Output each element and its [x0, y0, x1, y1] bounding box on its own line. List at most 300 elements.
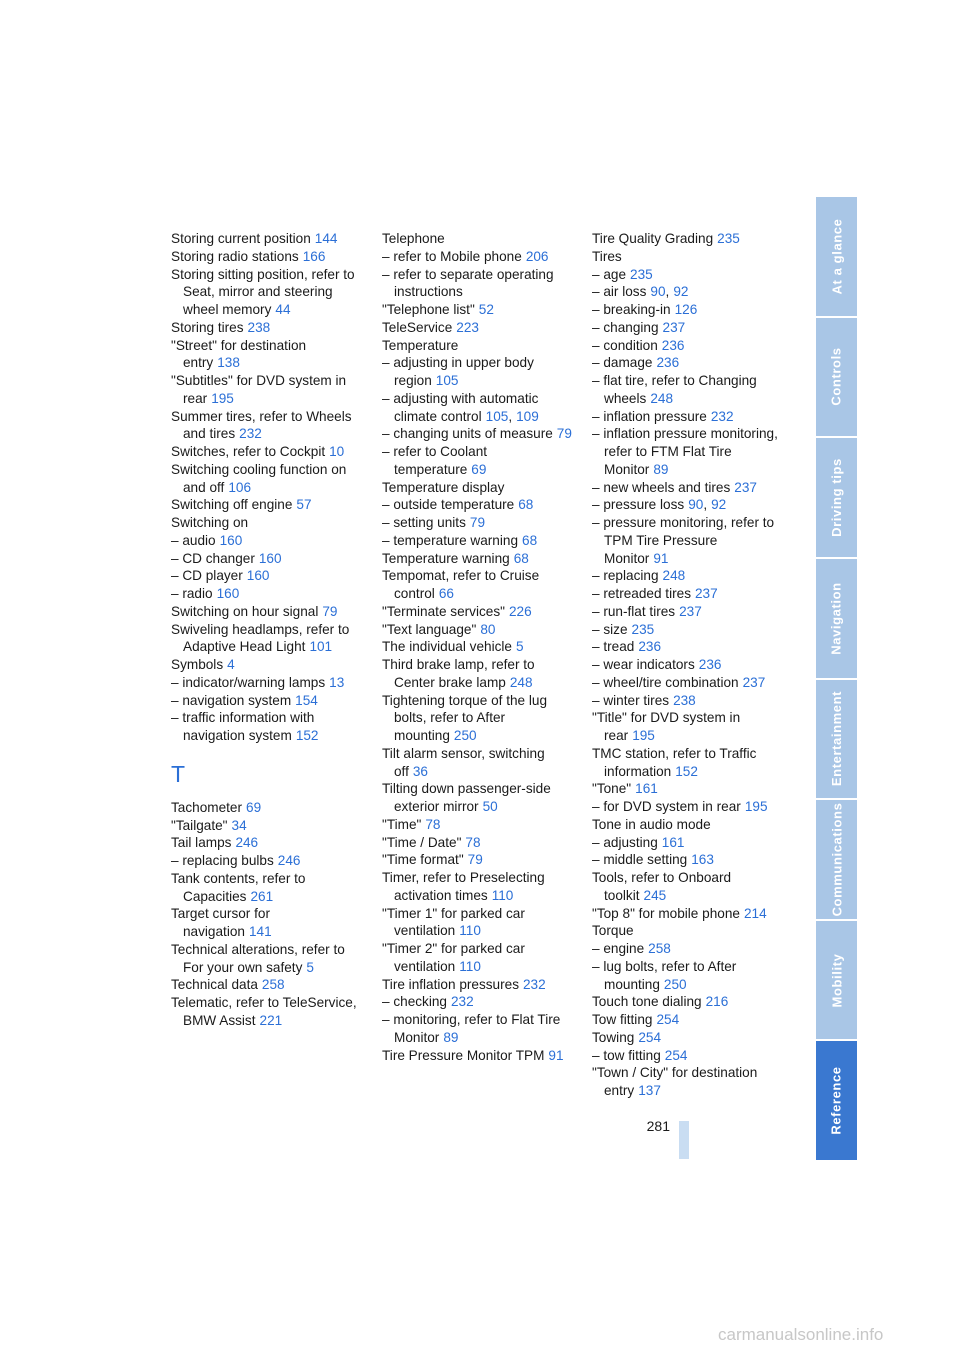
index-entry-text: Towing	[592, 1029, 635, 1045]
index-entry-text: Torque	[592, 923, 634, 939]
index-entry-text: – radio	[171, 586, 213, 601]
index-entry-text: Switches, refer to Cockpit	[171, 444, 326, 459]
index-entry-text: – age	[592, 266, 627, 282]
index-entry-text: – monitoring, refer to Flat Tire Monitor	[382, 1012, 561, 1045]
index-entry-text: – CD changer	[171, 550, 255, 566]
page-link[interactable]: 110	[491, 887, 514, 903]
index-entry	[382, 993, 572, 1011]
page-link[interactable]: 79	[556, 426, 572, 442]
page-link[interactable]: 13	[329, 674, 345, 690]
index-entry	[171, 461, 361, 497]
index-column-2	[382, 230, 572, 1064]
index-entry	[382, 905, 572, 941]
page-link[interactable]: 195	[632, 728, 655, 743]
page-link[interactable]: 163	[691, 852, 714, 868]
index-entry-text: Summer tires, refer to Wheels and tires	[171, 408, 352, 442]
index-entry-text: Switching on	[171, 515, 249, 530]
index-entry	[382, 443, 572, 479]
index-entry-text: Temperature warning	[382, 550, 510, 566]
index-entry	[171, 230, 361, 248]
page-link[interactable]: 160	[216, 586, 240, 601]
page-link[interactable]: 90	[650, 284, 666, 300]
index-entry	[171, 976, 361, 994]
page-link[interactable]: 89	[443, 1029, 459, 1045]
index-entry-text: Tilt alarm sensor, switching off	[382, 745, 545, 779]
index-entry	[171, 567, 361, 585]
index-entry	[382, 780, 572, 816]
index-entry-text: Tank contents, refer to Capacities	[171, 870, 306, 904]
page-link[interactable]: 161	[661, 834, 685, 850]
index-entry	[592, 496, 782, 514]
index-entry	[592, 869, 782, 905]
index-entry	[171, 496, 361, 514]
page-number-bar	[679, 1121, 689, 1159]
index-entry-text: Storing sitting position, refer to Seat, mirror and steering wheel memory	[171, 266, 355, 317]
index-entry	[592, 638, 782, 656]
index-entry-text: Technical alterations, refer to For your own safety	[171, 941, 345, 975]
index-entry	[382, 1011, 572, 1047]
page-link[interactable]: 141	[248, 924, 272, 939]
page-link[interactable]: 236	[638, 639, 662, 655]
index-entry-text: – air loss	[592, 284, 647, 300]
index-entry	[592, 656, 782, 674]
index-entry-text: – changing units of measure	[382, 426, 553, 442]
page-link[interactable]: 246	[277, 853, 301, 868]
index-letter-heading: T	[171, 760, 186, 787]
page-link[interactable]: 232	[239, 426, 262, 442]
page-link[interactable]: 238	[673, 692, 696, 708]
page-link[interactable]: 160	[246, 568, 270, 584]
index-entry-text: "Time"	[382, 816, 422, 832]
section-tab-label: Controls	[829, 347, 844, 407]
footer-watermark: carmanualsonline.info	[718, 1325, 884, 1344]
page-link[interactable]: 91	[548, 1047, 564, 1063]
index-entry	[592, 709, 782, 745]
index-entry-text: "Title" for DVD system in rear	[592, 710, 741, 743]
page-link[interactable]: 78	[425, 816, 441, 832]
index-entry-text: – setting units	[382, 515, 466, 530]
index-entry-text: – adjusting	[592, 834, 658, 850]
index-entry	[382, 816, 572, 834]
page-link[interactable]: 195	[744, 799, 768, 814]
index-entry	[382, 621, 572, 639]
page-link[interactable]: 236	[661, 337, 685, 353]
index-entry	[382, 656, 572, 692]
index-entry	[171, 603, 361, 621]
index-entry	[382, 976, 572, 994]
index-entry	[382, 266, 572, 302]
index-entry-text: Switching off engine	[171, 497, 293, 513]
index-entry	[592, 603, 782, 621]
index-entry-text: "Terminate services"	[382, 603, 505, 619]
page-link[interactable]: 248	[650, 390, 674, 406]
page-link[interactable]: 195	[211, 390, 234, 406]
index-entry-text: Swiveling headlamps, refer to Adaptive Head Light	[171, 621, 350, 655]
index-entry-text: Temperature display	[382, 479, 505, 495]
index-entry	[592, 958, 782, 994]
index-entry-text: – refer to Coolant temperature	[382, 444, 488, 477]
index-entry	[592, 922, 782, 940]
index-entry	[592, 851, 782, 869]
page-link[interactable]: 237	[662, 319, 686, 335]
section-tab[interactable]	[816, 318, 857, 437]
index-entry-text: – breaking-in	[592, 302, 671, 317]
index-entry-text: "Text language"	[382, 621, 477, 637]
index-entry-text: Symbols	[171, 657, 224, 672]
page-link[interactable]: 110	[459, 923, 481, 939]
section-tab[interactable]	[816, 921, 857, 1040]
page-link[interactable]: 254	[656, 1012, 680, 1027]
index-entry-text: Telematic, refer to TeleService, BMW Assist	[171, 995, 357, 1028]
page-link[interactable]: 236	[656, 355, 680, 371]
index-entry-text: – adjusting with automatic climate control	[382, 390, 539, 424]
section-tab-label: Communications	[829, 802, 845, 917]
index-entry-text: Tires	[592, 248, 622, 264]
page-separator: ,	[508, 408, 513, 424]
index-entry	[592, 780, 782, 798]
page-link[interactable]: 69	[246, 799, 262, 815]
index-entry-text: Switching on hour signal	[171, 603, 319, 619]
page-link[interactable]: 254	[664, 1047, 688, 1063]
index-entry-text: TeleService	[382, 319, 453, 335]
page-link[interactable]: 152	[295, 728, 319, 743]
section-tab-label: At a glance	[829, 218, 844, 295]
index-entry-text: – checking	[382, 994, 447, 1010]
index-entry-text: – traffic information with navigation system	[171, 710, 315, 743]
page-link[interactable]: 138	[217, 355, 240, 371]
index-entry	[171, 514, 361, 532]
page-link[interactable]: 79	[469, 515, 486, 530]
index-entry-text: – middle setting	[592, 852, 688, 868]
page-link[interactable]: 237	[742, 674, 766, 690]
page-separator: ,	[703, 497, 708, 513]
section-tab[interactable]	[816, 438, 857, 557]
page-link[interactable]: 89	[653, 461, 669, 477]
index-entry	[592, 567, 782, 585]
page-link[interactable]: 238	[247, 319, 271, 335]
page-link[interactable]: 261	[250, 888, 274, 904]
index-entry-text: "Town / City" for destination entry	[592, 1065, 758, 1098]
index-entry-text: – size	[592, 621, 628, 637]
index-entry	[171, 337, 361, 373]
index-entry	[171, 941, 361, 977]
index-entry-text: Tire inflation pressures	[382, 976, 519, 992]
index-entry-text: – retreaded tires	[592, 586, 691, 601]
section-tab[interactable]	[816, 559, 857, 678]
page-link[interactable]: 235	[717, 231, 740, 246]
page-link[interactable]: 250	[663, 976, 687, 992]
page-link[interactable]: 152	[675, 763, 698, 779]
index-entry	[382, 567, 572, 603]
page-link[interactable]: 221	[259, 1012, 283, 1028]
index-entry-text: The individual vehicle	[382, 639, 512, 655]
index-entry-text: – refer to Mobile phone	[382, 248, 522, 264]
page-link[interactable]: 110	[459, 958, 481, 974]
index-entry	[171, 443, 361, 461]
page-link[interactable]: 232	[523, 976, 546, 992]
index-entry-text: – flat tire, refer to Changing wheels	[592, 373, 757, 406]
index-entry	[382, 248, 572, 266]
page-link[interactable]: 223	[456, 319, 479, 335]
page-link[interactable]: 248	[509, 674, 533, 690]
index-entry-text: Tools, refer to Onboard toolkit	[592, 870, 732, 903]
index-entry	[171, 532, 361, 550]
index-entry-text: Temperature	[382, 337, 459, 353]
index-entry-text: – new wheels and tires	[592, 479, 731, 495]
index-entry-text: – indicator/warning lamps	[171, 674, 326, 690]
page-link[interactable]: 166	[302, 248, 326, 264]
page-link[interactable]: 79	[322, 603, 338, 619]
page-link[interactable]: 236	[698, 657, 722, 672]
page-link[interactable]: 160	[219, 532, 243, 548]
index-entry	[592, 301, 782, 319]
index-entry	[171, 550, 361, 568]
index-entry-text: "Time format"	[382, 852, 464, 868]
section-tab[interactable]	[816, 680, 857, 799]
section-tab-label: Reference	[829, 1066, 844, 1135]
page-link[interactable]: 5	[515, 639, 524, 655]
page-link[interactable]: 69	[471, 461, 487, 477]
index-entry	[171, 585, 361, 603]
index-entry	[382, 337, 572, 355]
index-entry	[171, 319, 361, 337]
page-link[interactable]: 206	[525, 248, 549, 264]
index-entry-text: Tire Quality Grading	[592, 231, 714, 246]
index-entry	[382, 869, 572, 905]
index-entry-text: – wear indicators	[592, 657, 695, 672]
page-link[interactable]: 80	[480, 621, 496, 637]
index-entry-text: – audio	[171, 532, 216, 548]
index-entry	[382, 425, 572, 443]
section-tab-label: Navigation	[829, 581, 844, 655]
index-entry	[171, 709, 361, 745]
page-link[interactable]: 232	[710, 408, 734, 424]
index-entry	[592, 585, 782, 603]
index-entry	[171, 408, 361, 444]
index-entry	[171, 692, 361, 710]
section-tab[interactable]	[816, 197, 857, 316]
page-link[interactable]: 5	[306, 959, 314, 975]
page-link[interactable]: 90	[688, 497, 704, 513]
index-entry	[171, 621, 361, 657]
page-link[interactable]: 101	[309, 639, 333, 655]
index-entry	[592, 425, 782, 478]
index-entry-text: – replacing bulbs	[171, 853, 274, 868]
page-link[interactable]: 68	[513, 550, 529, 566]
index-entry-text: – replacing	[592, 568, 659, 584]
page-link[interactable]: 214	[743, 905, 767, 921]
page-link[interactable]: 258	[648, 941, 671, 956]
index-entry-text: Storing current position	[171, 231, 311, 246]
page-link[interactable]: 137	[638, 1083, 661, 1098]
index-entry	[382, 834, 572, 852]
index-entry-text: Tire Pressure Monitor TPM	[382, 1047, 545, 1063]
page-link[interactable]: 78	[465, 834, 481, 850]
page-link[interactable]: 50	[482, 799, 498, 814]
page-link[interactable]: 66	[438, 586, 454, 601]
index-entry-text: – damage	[592, 355, 653, 371]
index-entry-text: – run-flat tires	[592, 603, 676, 619]
index-entry	[171, 248, 361, 266]
index-entry-text: Switching cooling function on and off	[171, 461, 347, 495]
page-link[interactable]: 154	[295, 692, 318, 708]
index-entry-text: Tow fitting	[592, 1012, 653, 1027]
index-entry	[592, 319, 782, 337]
index-entry	[592, 408, 782, 426]
index-entry-text: Telephone	[382, 231, 445, 246]
index-entry-text: – inflation pressure monitoring, refer to FTM Flat Tire Monitor	[592, 426, 778, 477]
index-entry-text: – lug bolts, refer to After mounting	[592, 958, 737, 992]
page-link[interactable]: 161	[635, 781, 658, 797]
index-entry	[592, 514, 782, 567]
page-link[interactable]: 57	[296, 497, 312, 513]
page-link[interactable]: 235	[630, 266, 653, 282]
index-entry	[382, 390, 572, 426]
page-link[interactable]: 250	[453, 728, 477, 743]
page-link[interactable]: 237	[734, 479, 757, 495]
page-link[interactable]: 10	[329, 444, 345, 459]
index-entry	[592, 1011, 782, 1029]
page-link[interactable]: 92	[673, 284, 689, 300]
page-link[interactable]: 36	[412, 763, 428, 779]
page-link[interactable]: 91	[653, 550, 669, 566]
page-link[interactable]: 248	[662, 568, 686, 584]
section-tab[interactable]	[816, 1041, 857, 1160]
index-entry-text: – navigation system	[171, 692, 292, 708]
index-entry-text: Tempomat, refer to Cruise control	[382, 568, 540, 601]
page-link[interactable]: 216	[705, 994, 729, 1010]
page-link[interactable]: 237	[695, 586, 718, 601]
index-entry-text: Tightening torque of the lug bolts, refer to After mounting	[382, 692, 548, 743]
page-link[interactable]: 68	[518, 497, 534, 513]
index-entry-text: Tilting down passenger-side exterior mirror	[382, 781, 551, 814]
index-entry-text: Touch tone dialing	[592, 994, 702, 1010]
page-link[interactable]: 160	[258, 550, 282, 566]
index-entry	[592, 479, 782, 497]
index-entry-text: "Timer 2" for parked car ventilation	[382, 941, 525, 974]
index-entry	[171, 994, 361, 1030]
page-link[interactable]: 79	[467, 852, 483, 868]
index-entry-text: Timer, refer to Preselecting activation times	[382, 870, 545, 903]
index-entry-text: Third brake lamp, refer to Center brake lamp	[382, 657, 535, 690]
index-entry	[592, 283, 782, 301]
index-entry	[382, 638, 572, 656]
index-entry-text: "Tone"	[592, 781, 632, 797]
index-entry-text: "Time / Date"	[382, 834, 462, 850]
page-link[interactable]: 106	[228, 479, 252, 495]
index-entry	[382, 514, 572, 532]
index-entry-text: – tow fitting	[592, 1047, 661, 1063]
page-link[interactable]: 144	[314, 231, 338, 246]
index-entry-text: "Timer 1" for parked car ventilation	[382, 905, 525, 939]
index-entry	[382, 603, 572, 621]
index-entry	[592, 940, 782, 958]
index-entry-text: Storing radio stations	[171, 248, 299, 264]
page-number: 281	[646, 1118, 670, 1134]
page-link[interactable]: 237	[679, 603, 702, 619]
page-link[interactable]: 68	[522, 532, 538, 548]
index-entry-text: "Subtitles" for DVD system in rear	[171, 373, 347, 406]
index-entry	[382, 940, 572, 976]
index-entry	[592, 834, 782, 852]
index-entry-text: Tachometer	[171, 799, 243, 815]
index-entry	[382, 354, 572, 390]
index-entry	[592, 798, 782, 816]
index-entry	[592, 1064, 782, 1100]
index-entry	[171, 372, 361, 408]
index-entry	[382, 745, 572, 781]
page-link[interactable]: 52	[478, 302, 494, 317]
section-tab-label: Entertainment	[829, 691, 845, 787]
index-entry-text: – adjusting in upper body region	[382, 355, 534, 388]
page-link[interactable]: 126	[674, 302, 698, 317]
page-link[interactable]: 34	[231, 817, 247, 833]
page-link[interactable]: 109	[516, 408, 539, 424]
index-entry	[592, 354, 782, 372]
page-link[interactable]: 105	[435, 373, 459, 388]
index-entry-text: Technical data	[171, 977, 258, 993]
index-entry	[382, 319, 572, 337]
index-entry	[592, 1029, 782, 1047]
page-link[interactable]: 258	[261, 977, 285, 993]
index-entry-text: – condition	[592, 337, 658, 353]
index-entry	[592, 1047, 782, 1065]
index-entry	[382, 550, 572, 568]
index-entry-text: "Top 8" for mobile phone	[592, 905, 740, 921]
page-link[interactable]: 254	[638, 1029, 662, 1045]
page-link[interactable]: 226	[508, 603, 532, 619]
index-entry	[592, 248, 782, 266]
page-link[interactable]: 246	[235, 835, 259, 851]
index-entry	[592, 621, 782, 639]
index-entry-text: "Street" for destination entry	[171, 337, 307, 371]
section-tab[interactable]	[816, 800, 857, 919]
index-entry	[592, 905, 782, 923]
page-link[interactable]: 235	[631, 621, 655, 637]
index-entry	[592, 230, 782, 248]
index-entry	[592, 745, 782, 781]
index-entry	[171, 905, 361, 941]
section-tab-label: Mobility	[829, 953, 844, 1008]
index-entry-text: – inflation pressure	[592, 408, 707, 424]
page-link[interactable]: 245	[643, 887, 667, 903]
index-entry-text: Tail lamps	[171, 835, 232, 851]
index-entry	[382, 692, 572, 745]
index-entry-text: Target cursor for navigation	[171, 906, 270, 939]
index-entry	[382, 532, 572, 550]
index-entry	[382, 479, 572, 497]
index-entry	[171, 266, 361, 319]
index-entry	[592, 266, 782, 284]
index-entry-text: – CD player	[171, 568, 243, 584]
index-entry	[382, 230, 572, 248]
index-entry	[171, 656, 361, 674]
index-entry-text: – pressure monitoring, refer to TPM Tire Pressure Monitor	[592, 515, 775, 566]
index-entry	[382, 851, 572, 869]
index-entry-text: – changing	[592, 319, 659, 335]
index-entry	[382, 1047, 572, 1065]
page-link[interactable]: 4	[227, 657, 235, 672]
index-entry	[592, 337, 782, 355]
page-link[interactable]: 92	[711, 497, 727, 513]
index-entry	[171, 817, 361, 835]
page-link[interactable]: 44	[275, 302, 291, 317]
page-link[interactable]: 105	[485, 408, 509, 424]
index-entry	[171, 674, 361, 692]
page-link[interactable]: 232	[451, 994, 474, 1010]
index-column-3	[592, 230, 782, 1100]
index-entry-text: – refer to separate operating instructions	[382, 266, 554, 300]
